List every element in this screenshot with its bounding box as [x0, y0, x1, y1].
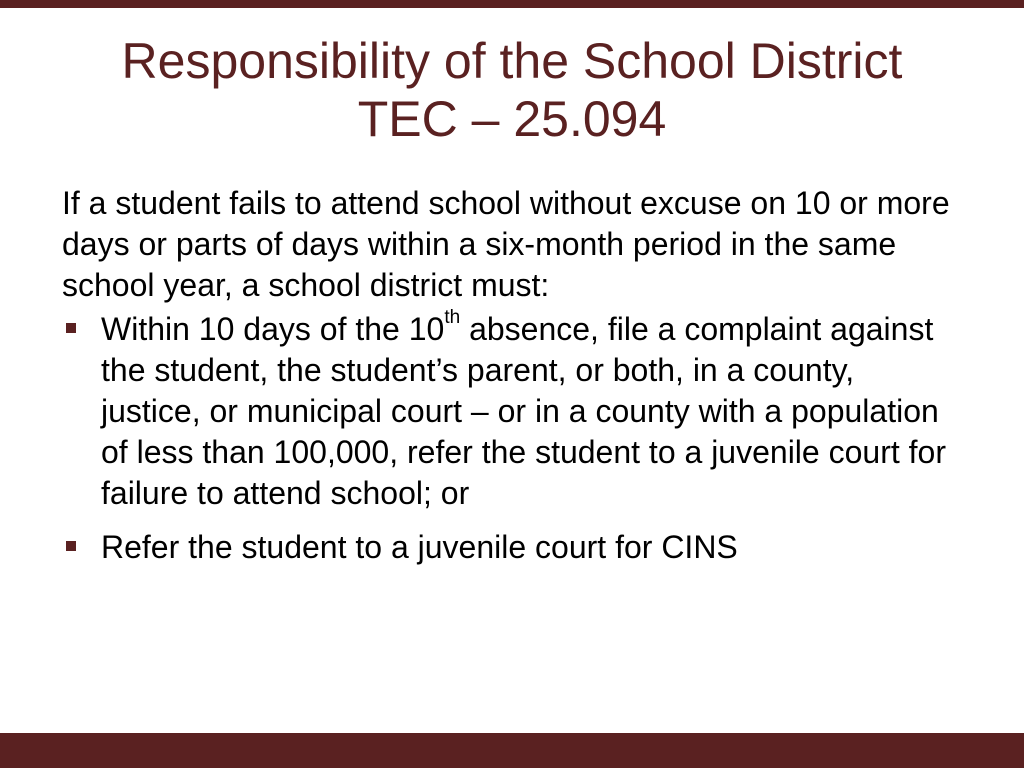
bullet-text-prefix: Within 10 days of the 10 — [101, 311, 445, 347]
bottom-accent-bar — [0, 733, 1024, 768]
square-bullet-icon — [66, 541, 76, 551]
slide-title-line2: TEC – 25.094 — [357, 91, 667, 147]
bullet-text-rest: absence, file a complaint against the student, the student’s parent, or both, in a county, justice, or municipal court – or in a county with a population of less than 100,000, refer the student to a juvenile court for failure to attend school; or — [101, 311, 946, 511]
ordinal-suffix: th — [444, 307, 461, 329]
bullet-item-cins — [62, 527, 962, 568]
bullet-text: Refer the student to a juvenile court for CINS — [101, 529, 738, 565]
slide-title-line1: Responsibility of the School District — [121, 33, 903, 89]
slide-body — [62, 183, 962, 581]
top-accent-bar — [0, 0, 1024, 8]
slide-title — [0, 32, 1024, 148]
bullet-list — [62, 309, 962, 568]
intro-paragraph: If a student fails to attend school without excuse on 10 or more days or parts of days within a six-month period in the same school year, a school district must: — [62, 185, 950, 303]
bullet-item-complaint — [62, 309, 962, 514]
square-bullet-icon — [66, 323, 76, 333]
